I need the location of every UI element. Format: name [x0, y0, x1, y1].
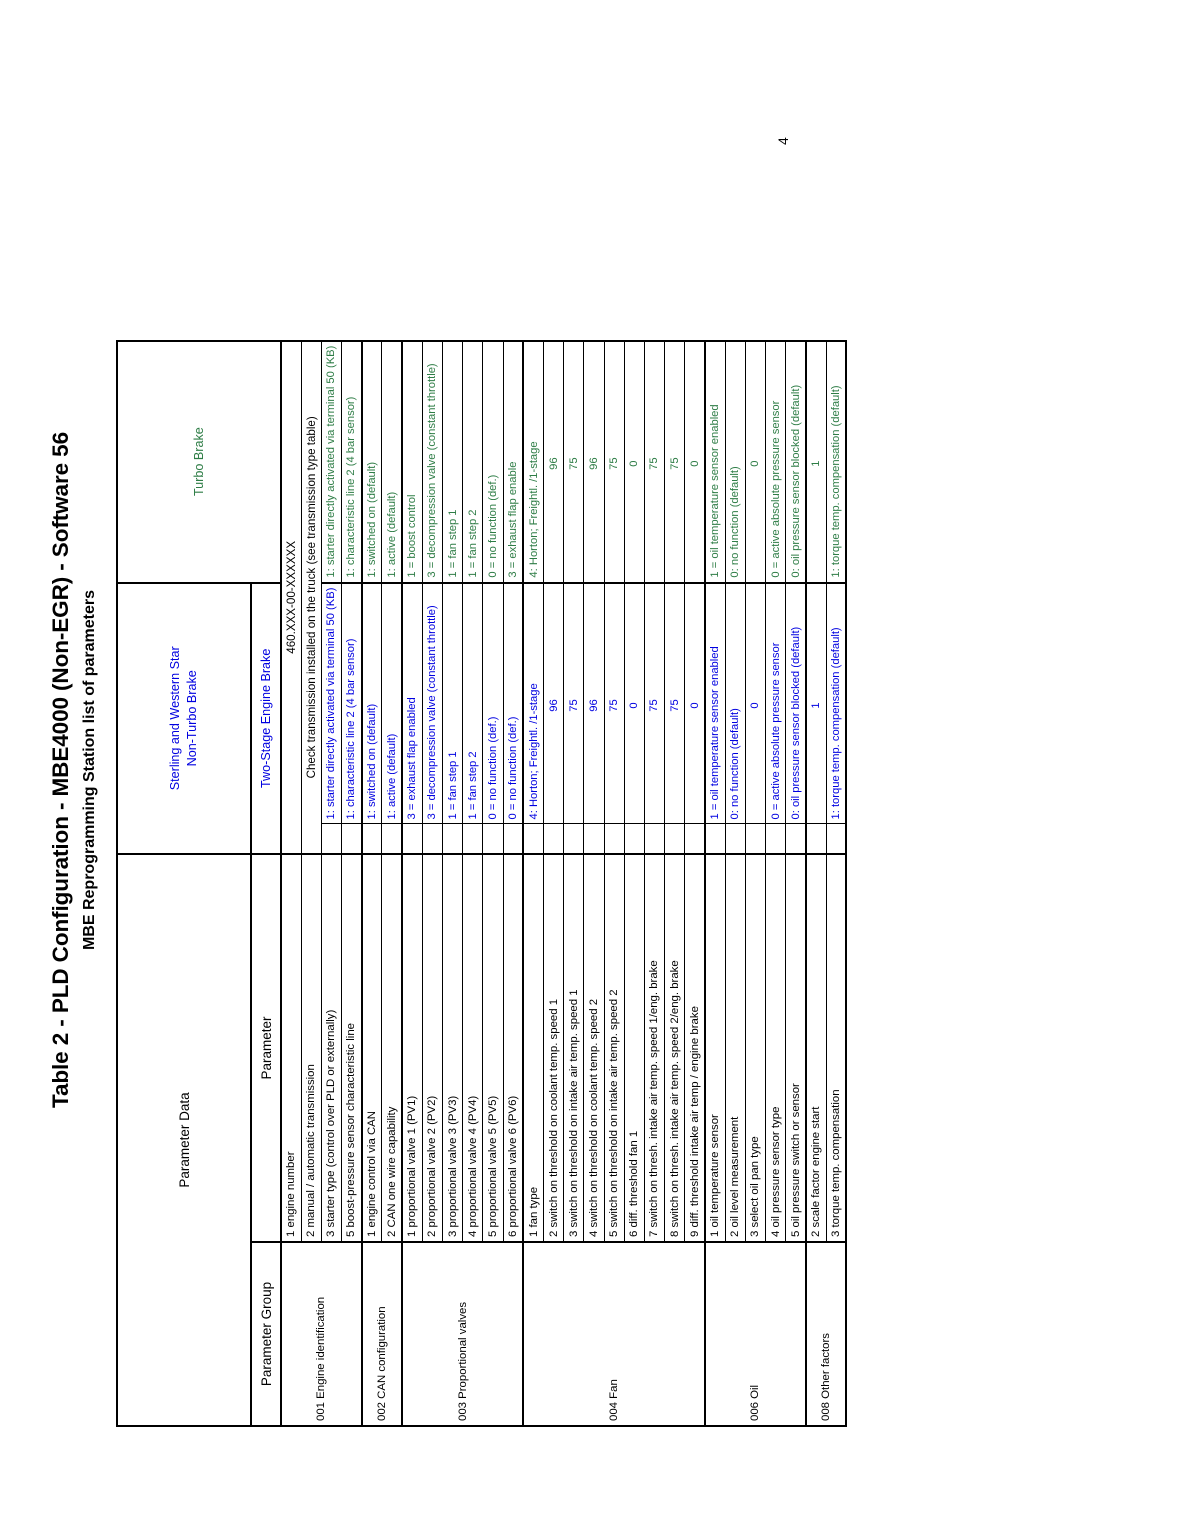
two-stage-narrow-cell [806, 824, 826, 854]
parameter-group-cell: 003 Proportional valves [402, 1242, 523, 1426]
turbo-brake-value-cell: 0 = active absolute pressure sensor [766, 341, 786, 583]
header-turbo-brake: Turbo Brake [117, 341, 281, 583]
non-turbo-brake-value-cell: 0 [624, 583, 644, 824]
header-parameter-group: Parameter Group [251, 1242, 281, 1426]
table-row [281, 341, 301, 1426]
two-stage-narrow-cell [745, 824, 765, 854]
table-row [402, 341, 422, 1426]
table-row [806, 341, 826, 1426]
two-stage-narrow-cell [665, 824, 685, 854]
table-row [523, 341, 543, 1426]
turbo-brake-value-cell: 75 [604, 341, 624, 583]
two-stage-narrow-cell [624, 824, 644, 854]
title-block [48, 50, 99, 1490]
table-header [117, 341, 281, 1426]
turbo-brake-value-cell: 75 [564, 341, 584, 583]
two-stage-narrow-cell [463, 824, 483, 854]
turbo-brake-value-cell: 0: oil pressure sensor blocked (default) [786, 341, 806, 583]
turbo-brake-value-cell: 1 [806, 341, 826, 583]
parameter-name-cell: 5 proportional valve 5 (PV5) [483, 854, 503, 1242]
two-stage-narrow-cell [786, 824, 806, 854]
header-parameter-data: Parameter Data [117, 854, 251, 1426]
non-turbo-brake-value-cell: 0 = no function (def.) [483, 583, 503, 824]
turbo-brake-value-cell: 0 [745, 341, 765, 583]
non-turbo-brake-value-cell: 0 [745, 583, 765, 824]
two-stage-narrow-cell [604, 824, 624, 854]
non-turbo-brake-value-cell: 75 [564, 583, 584, 824]
parameter-name-cell: 8 switch on thresh. intake air temp. speed 2/eng. brake [665, 854, 685, 1242]
parameter-name-cell: 2 proportional valve 2 (PV2) [422, 854, 442, 1242]
non-turbo-brake-value-cell: 1: torque temp. compensation (default) [826, 583, 846, 824]
two-stage-narrow-cell [685, 824, 705, 854]
non-turbo-brake-value-cell: 0: oil pressure sensor blocked (default) [786, 583, 806, 824]
non-turbo-brake-value-cell: 0 = no function (def.) [503, 583, 523, 824]
parameter-name-cell: 9 diff. threshold intake air temp / engine brake [685, 854, 705, 1242]
header-sterling-line1: Sterling and Western Star [168, 646, 182, 791]
non-turbo-brake-value-cell: 1: switched on (default) [362, 583, 382, 824]
two-stage-narrow-cell [503, 824, 523, 854]
two-stage-narrow-cell [523, 824, 543, 854]
non-turbo-brake-value-cell: 0 = active absolute pressure sensor [766, 583, 786, 824]
parameter-name-cell: 2 CAN one wire capability [382, 854, 402, 1242]
header-parameter: Parameter [251, 854, 281, 1242]
parameter-group-cell: 004 Fan [523, 1242, 705, 1426]
parameter-name-cell: 2 switch on threshold on coolant temp. speed 1 [543, 854, 563, 1242]
non-turbo-brake-value-cell: 1 [806, 583, 826, 824]
parameter-name-cell: 1 fan type [523, 854, 543, 1242]
parameter-name-cell: 4 switch on threshold on coolant temp. speed 2 [584, 854, 604, 1242]
parameter-name-cell: 6 diff. threshold fan 1 [624, 854, 644, 1242]
turbo-brake-value-cell: 75 [644, 341, 664, 583]
turbo-brake-value-cell: 3 = exhaust flap enable [503, 341, 523, 583]
parameter-name-cell: 5 switch on threshold on intake air temp. speed 2 [604, 854, 624, 1242]
parameter-name-cell: 6 proportional valve 6 (PV6) [503, 854, 523, 1242]
turbo-brake-value-cell: 96 [543, 341, 563, 583]
turbo-brake-value-cell: 1 = fan step 2 [463, 341, 483, 583]
parameter-name-cell: 1 engine number [281, 854, 301, 1242]
turbo-brake-value-cell: 75 [665, 341, 685, 583]
parameter-name-cell: 3 proportional valve 3 (PV3) [443, 854, 463, 1242]
spanning-value-cell: Check transmission installed on the truck (see transmission type table) [301, 341, 321, 854]
parameter-name-cell: 1 proportional valve 1 (PV1) [402, 854, 422, 1242]
parameter-name-cell: 1 engine control via CAN [362, 854, 382, 1242]
turbo-brake-value-cell: 1 = boost control [402, 341, 422, 583]
header-sterling-line2: Non-Turbo Brake [185, 670, 199, 767]
page-title: Table 2 - PLD Configuration - MBE4000 (Non-EGR) - Software 56 [48, 431, 73, 1109]
non-turbo-brake-value-cell: 75 [665, 583, 685, 824]
parameter-name-cell: 5 boost-pressure sensor characteristic line [342, 854, 362, 1242]
parameter-name-cell: 4 proportional valve 4 (PV4) [463, 854, 483, 1242]
turbo-brake-value-cell: 1: switched on (default) [362, 341, 382, 583]
turbo-brake-value-cell: 0 [685, 341, 705, 583]
two-stage-narrow-cell [443, 824, 463, 854]
parameter-name-cell: 2 oil level measurement [725, 854, 745, 1242]
non-turbo-brake-value-cell: 1 = fan step 2 [463, 583, 483, 824]
parameter-name-cell: 7 switch on thresh. intake air temp. speed 1/eng. brake [644, 854, 664, 1242]
turbo-brake-value-cell: 1: characteristic line 2 (4 bar sensor) [342, 341, 362, 583]
parameter-group-cell: 008 Other factors [806, 1242, 846, 1426]
non-turbo-brake-value-cell: 1: characteristic line 2 (4 bar sensor) [342, 583, 362, 824]
two-stage-narrow-cell [342, 824, 362, 854]
table-row [362, 341, 382, 1426]
two-stage-narrow-cell [766, 824, 786, 854]
turbo-brake-value-cell: 1: torque temp. compensation (default) [826, 341, 846, 583]
turbo-brake-value-cell: 1 = oil temperature sensor enabled [705, 341, 725, 583]
non-turbo-brake-value-cell: 1: starter directly activated via terminal 50 (KB) [321, 583, 341, 824]
page-number: 4 [775, 137, 791, 145]
non-turbo-brake-value-cell: 75 [644, 583, 664, 824]
parameter-name-cell: 4 oil pressure sensor type [766, 854, 786, 1242]
two-stage-narrow-cell [483, 824, 503, 854]
non-turbo-brake-value-cell: 1 = fan step 1 [443, 583, 463, 824]
parameter-name-cell: 3 select oil pan type [745, 854, 765, 1242]
table-row [705, 341, 725, 1426]
parameter-name-cell: 3 starter type (control over PLD or externally) [321, 854, 341, 1242]
turbo-brake-value-cell: 4: Horton; Freightl. /1-stage [523, 341, 543, 583]
non-turbo-brake-value-cell: 3 = decompression valve (constant throttle) [422, 583, 442, 824]
header-two-stage-engine-brake: Two-Stage Engine Brake [251, 583, 281, 854]
two-stage-narrow-cell [362, 824, 382, 854]
two-stage-narrow-cell [705, 824, 725, 854]
non-turbo-brake-value-cell: 4: Horton; Freightl. /1-stage [523, 583, 543, 824]
parameter-name-cell: 2 manual / automatic transmission [301, 854, 321, 1242]
turbo-brake-value-cell: 1 = fan step 1 [443, 341, 463, 583]
turbo-brake-value-cell: 1: starter directly activated via terminal 50 (KB) [321, 341, 341, 583]
page-subtitle: MBE Reprogramming Station list of parameters [81, 589, 98, 951]
non-turbo-brake-value-cell: 0 [685, 583, 705, 824]
spanning-value-cell: 460.XXX-00-XXXXXX [281, 341, 301, 854]
parameter-name-cell: 5 oil pressure switch or sensor [786, 854, 806, 1242]
turbo-brake-value-cell: 96 [584, 341, 604, 583]
two-stage-narrow-cell [543, 824, 563, 854]
parameter-name-cell: 2 scale factor engine start [806, 854, 826, 1242]
two-stage-narrow-cell [584, 824, 604, 854]
turbo-brake-value-cell: 0 = no function (def.) [483, 341, 503, 583]
parameter-name-cell: 1 oil temperature sensor [705, 854, 725, 1242]
non-turbo-brake-value-cell: 1 = oil temperature sensor enabled [705, 583, 725, 824]
table-body [281, 341, 846, 1426]
two-stage-narrow-cell [382, 824, 402, 854]
non-turbo-brake-value-cell: 0: no function (default) [725, 583, 745, 824]
non-turbo-brake-value-cell: 1: active (default) [382, 583, 402, 824]
two-stage-narrow-cell [725, 824, 745, 854]
parameter-group-cell: 002 CAN configuration [362, 1242, 402, 1426]
header-sterling-nonturbo [117, 583, 251, 854]
turbo-brake-value-cell: 0 [624, 341, 644, 583]
two-stage-narrow-cell [826, 824, 846, 854]
two-stage-narrow-cell [402, 824, 422, 854]
two-stage-narrow-cell [422, 824, 442, 854]
turbo-brake-value-cell: 1: active (default) [382, 341, 402, 583]
two-stage-narrow-cell [644, 824, 664, 854]
non-turbo-brake-value-cell: 3 = exhaust flap enabled [402, 583, 422, 824]
parameter-group-cell: 006 Oil [705, 1242, 806, 1426]
non-turbo-brake-value-cell: 96 [543, 583, 563, 824]
parameter-name-cell: 3 switch on threshold on intake air temp. speed 1 [564, 854, 584, 1242]
non-turbo-brake-value-cell: 75 [604, 583, 624, 824]
page-sheet [30, 50, 1160, 1490]
two-stage-narrow-cell [321, 824, 341, 854]
non-turbo-brake-value-cell: 96 [584, 583, 604, 824]
parameter-group-cell: 001 Engine identification [281, 1242, 362, 1426]
parameter-name-cell: 3 torque temp. compensation [826, 854, 846, 1242]
pld-parameter-table [116, 340, 847, 1427]
turbo-brake-value-cell: 3 = decompression valve (constant throttle) [422, 341, 442, 583]
turbo-brake-value-cell: 0: no function (default) [725, 341, 745, 583]
two-stage-narrow-cell [564, 824, 584, 854]
